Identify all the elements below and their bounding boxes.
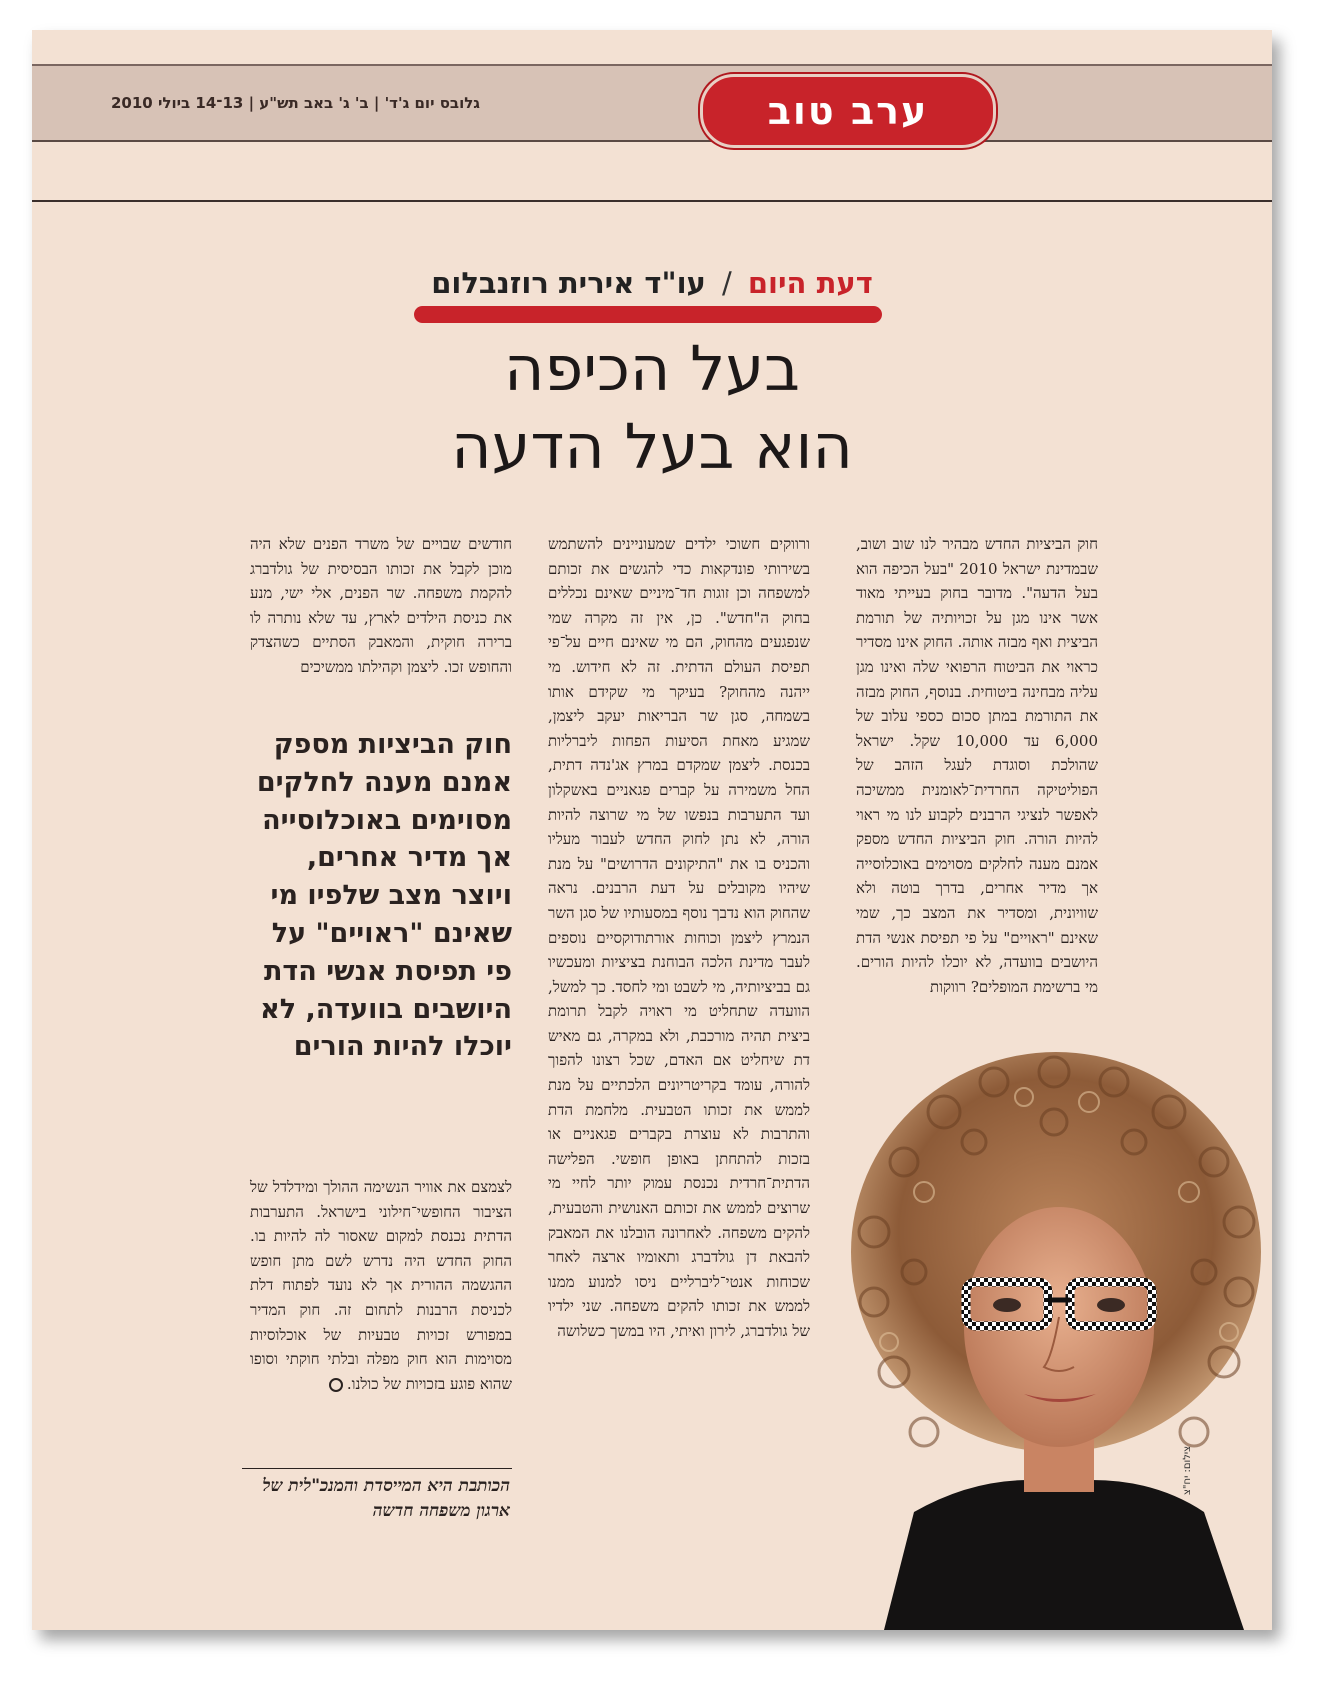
section-badge: [700, 74, 996, 148]
column-3-bottom-text: לצמצם את אוויר הנשימה ההולך ומידלדל של הציבור החופשי־חילוני בישראל. התערבות הדתית נכנסת למקום שאסור לה להיות בו. החוק החדש היה נדרש לשם מתן חופש ההגשמה ההורית אך לא נועד לפתוח דלת לכניסת הרבנות לתחום זה. חוק המדיר במפורש זכויות טבעיות של אוכלוסיות מסוימות הוא חוק מפלה ובלתי חוקתי וסופו שהוא פוגע בזכויות של כולנו.: [250, 1178, 512, 1393]
credit-divider: [242, 1468, 512, 1469]
headline: [282, 330, 1022, 486]
header-divider: [32, 200, 1272, 202]
headline-line-2: הוא בעל הדעה: [451, 410, 853, 483]
pull-quote: חוק הביציות מספק אמנם מענה לחלקים מסוימים באוכלוסייה אך מדיר אחרים, ויוצר מצב שלפיו מי שאינם "ראויים" על פי תפיסת אנשי הדת היושבים בוועדה, לא יוכלו להיות הורים: [256, 729, 512, 1063]
issue-line: גלובס יום ג'ד' | ב' ג' באב תש"ע | 13־14 ביולי 2010: [110, 94, 480, 112]
article-column-3-top: [250, 532, 512, 680]
article-column-1: [856, 532, 1098, 999]
header-top-line: [32, 64, 1272, 66]
end-mark-icon: [329, 1378, 343, 1392]
headline-line-1: בעל הכיפה: [504, 332, 800, 405]
byline: [362, 266, 942, 300]
column-2-text: ורווקים חשוכי ילדים שמעוניינים להשתמש בשירותי פונדקאות כדי להגשים את זכותם למשפחה וכן זוגות חד־מיניים שאינם נכללים בחוק ה"חדש". כן, אין זה מקרה שמי שנפגעים מהחוק, הם מי שאינם חיים על־פי תפיסת העולם הדתית. זה לא חידוש. מי ייהנה מהחוק? בעיקר מי שקידם אותו בשמחה, סגן שר הבריאות יעקב ליצמן, שמגיע מאחת הסיעות הפחות ליברליות בכנסת. ליצמן שמקדם במרץ אג'נדה דתית, החל משמירה על קברים פגאניים באשקלון ועד התערבות בנפשו של מי שרוצה להיות הורה, לא נתן לחוק החדש לעבור מעליו והכניס בו את "התיקונים הדרושים" על מנת שיהיו מקובלים על דעת הרבנים. נראה שהחוק הוא נדבך נוסף במסעותיו של סגן השר הנמרץ ליצמן וכוחות אורתודוקסיים נוספים לעבר מדינת הלכה הבוחנת בציציות ומעכשיו גם בביציותיה, מי לשבט ומי לחסד. כך למשל, הוועדה שתחליט מי ראויה לקבל תרומת ביצית תהיה מורכבת, ולא במקרה, גם מאיש דת שיחליט אם האדם, שכל רצונו להפוך להורה, עומד בקריטריונים הלכתיים על מנת לממש את זכותו הטבעית. מלחמת הדת והתרבות לא עוצרת בקברים פגאניים או בזכות להתחתן באופן חופשי. הפלישה הדתית־חרדית נכנסת עמוק יותר לחיי מי שרוצים לממש את זכותם האנושית והטבעית, להקים משפחה. לאחרונה הובלנו את המאבק להבאת דן גולדברג ותאומיו ארצה לאחר שכוחות אנטי־ליברליים ניסו למנוע ממנו לממש את זכותו להקים משפחה. שני ילדיו של גולדברג, לירון ואיתי, היו במשך כשלושה: [547, 535, 810, 1340]
photo-credit: צילום: יח"צ: [1182, 1445, 1193, 1495]
headline-accent-bar: [414, 306, 882, 323]
section-badge-label: ערב טוב: [767, 89, 929, 133]
byline-author: עו"ד אירית רוזנבלום: [431, 266, 706, 300]
column-1-text: חוק הביציות החדש מבהיר לנו שוב ושוב, שבמדינת ישראל 2010 "בעל הכיפה הוא בעל הדעה". מדובר בחוק בעייתי מאוד אשר אינו מגן על זכויותיה של תורמת הביצית ואף מבזה אותה. החוק אינו מסדיר כראוי את הביטוח הרפואי שלה ואינו מגן עליה מבחינה ביטוחית. בנוסף, החוק מבזה את התורמת במתן סכום כספי עלוב של 6,000 עד 10,000 שקל. ישראל שהולכת וסוגדת לעגל הזהב של הפוליטיקה החרדית־לאומנית ממשיכה לאפשר לנציגי הרבנים לקבוע לנו מי ראוי להיות הורה. חוק הביציות החדש מספק אמנם מענה לחלקים מסוימים באוכלוסייה אך מדיר אחרים, בדרך בוטה ולא שוויונית, ומסדיר את המצב כך, שמי שאינם "ראויים" על פי תפיסת אנשי הדת היושבים בוועדה, לא יוכלו להיות הורים. מי ברשימת המופלים? רווקות: [856, 535, 1099, 996]
author-photo: [844, 1042, 1272, 1630]
author-credit: הכותבת היא המייסדת והמנכ"לית של ארגון משפחה חדשה: [262, 1476, 510, 1521]
newspaper-page: [32, 30, 1272, 1630]
byline-kicker: דעת היום: [747, 266, 873, 300]
article-column-3-bottom: [250, 1175, 512, 1396]
column-3-top-text: חודשים שבויים של משרד הפנים שלא היה מוכן לקבל את זכותו הבסיסית של גולדברג להקמת משפחה. שר הפנים, אלי ישי, מנע את כניסת הילדים לארץ, עד שלא נותרה לו ברירה חוקית, והמאבק הסתיים כשהצדק והחופש זכו. ליצמן וקהילתו ממשיכים: [250, 535, 512, 676]
article-column-2: [548, 532, 810, 1344]
black-top: [884, 1480, 1244, 1630]
byline-separator: /: [721, 266, 732, 300]
